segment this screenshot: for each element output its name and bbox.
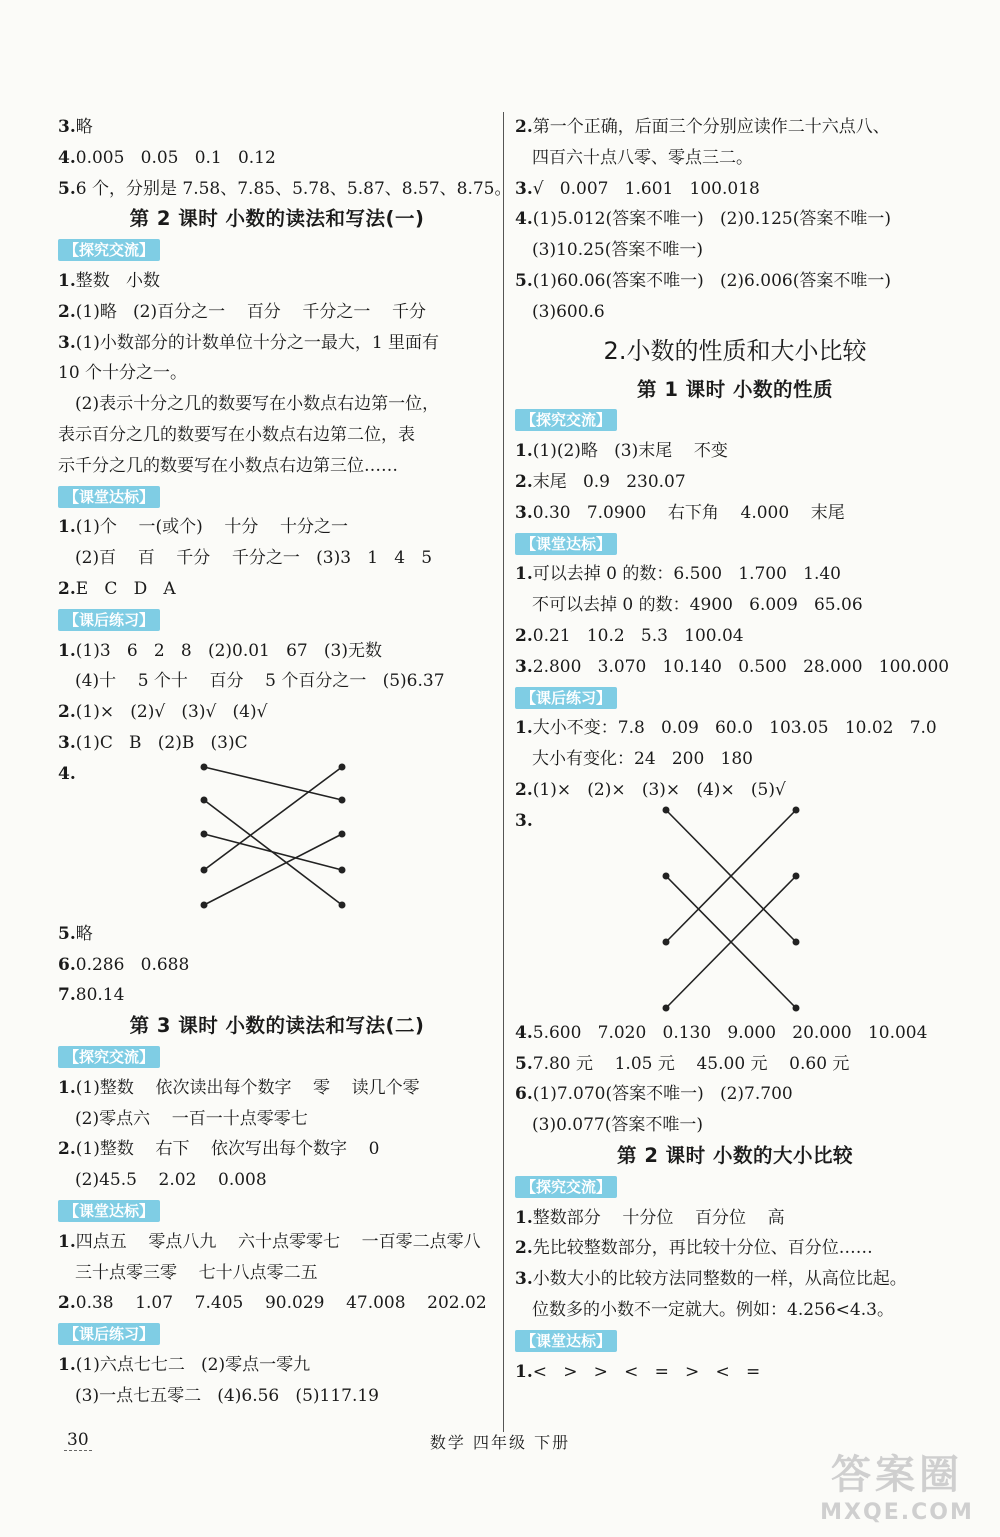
answer-text: 10 个十分之一。	[58, 363, 188, 384]
item-number: 3.	[58, 332, 76, 353]
item-number: 2.	[515, 471, 533, 492]
answer-text: 位数多的小数不一定就大。例如：4.256<4.3。	[532, 1299, 894, 1320]
answer-line	[58, 328, 496, 359]
answers-block	[58, 512, 496, 604]
answer-line	[58, 1381, 496, 1412]
answer-text: 0.21 10.2 5.3 100.04	[532, 625, 744, 646]
match-dot	[663, 1004, 670, 1011]
answer-text: (1)C B (2)B (3)C	[75, 732, 248, 753]
answer-text: 大小有变化：24 200 180	[532, 749, 753, 770]
match-dot	[793, 872, 800, 879]
section-tag-class: 【课堂达标】	[515, 1330, 617, 1352]
answer-line	[58, 1227, 496, 1258]
match-line	[204, 834, 342, 905]
item-number: 6.	[515, 1084, 533, 1105]
match-dot	[201, 763, 208, 770]
item-number: 2.	[515, 117, 533, 137]
answer-line	[515, 744, 955, 775]
answer-text: 末尾 0.9 230.07	[532, 471, 686, 492]
answer-line	[58, 1134, 496, 1165]
answer-line	[515, 174, 955, 205]
item-number: 2.	[58, 301, 76, 322]
answer-line	[58, 728, 496, 759]
answer-text: 整数部分 十分位 百分位 高	[532, 1207, 785, 1228]
answer-text: (2)百 百 千分 千分之一 (3)3 1 4 5	[75, 548, 433, 569]
answers-block	[58, 266, 496, 482]
answer-text: 0.005 0.05 0.1 0.12	[75, 147, 276, 168]
answer-text: 5.600 7.020 0.130 9.000 20.000 10.004	[532, 1022, 928, 1043]
item-number: 5.	[515, 1053, 533, 1074]
answer-line	[515, 1295, 955, 1326]
match-dot	[339, 830, 346, 837]
answer-text: (1)六点七七二 (2)零点一零九	[75, 1354, 311, 1375]
answer-line	[58, 143, 496, 174]
answer-text: (1)5.012(答案不唯一) (2)0.125(答案不唯一)	[532, 209, 891, 230]
answer-line	[515, 266, 955, 297]
answer-line	[58, 1288, 496, 1319]
answer-line	[515, 621, 955, 652]
item-number: 3.	[515, 656, 533, 677]
unit-title: 2.小数的性质和大小比较	[603, 336, 867, 365]
matching-diagram-right	[515, 806, 955, 1018]
item-number: 1.	[58, 270, 76, 291]
match-line	[204, 834, 342, 870]
answer-text: < > > < = > < =	[532, 1361, 761, 1382]
match-dot	[201, 901, 208, 908]
answer-text: 0.286 0.688	[75, 954, 190, 975]
answer-text: (2)零点六 一百一十点零零七	[75, 1108, 308, 1129]
answer-text: (1)3 6 2 8 (2)0.01 67 (3)无数	[75, 640, 383, 661]
match-line	[204, 767, 342, 800]
lesson-title: 第 2 课时 小数的读法和写法(一)	[129, 207, 425, 231]
answers-block	[58, 1350, 496, 1412]
answer-line	[58, 1104, 496, 1135]
answer-text: 0.30 7.0900 右下角 4.000 末尾	[532, 502, 845, 523]
item-number: 2.	[515, 1238, 533, 1259]
answer-line	[58, 358, 496, 389]
answer-text: (1)小数部分的计数单位十分之一最大，1 里面有	[75, 332, 440, 353]
answer-line	[515, 713, 955, 744]
answer-line	[515, 1079, 955, 1110]
matching-diagram-left	[58, 759, 496, 919]
match-dot	[339, 763, 346, 770]
page-number: 30	[64, 1430, 92, 1451]
answers-block	[515, 436, 955, 528]
answer-line	[58, 112, 496, 143]
answer-line	[58, 1165, 496, 1196]
answer-line	[58, 512, 496, 543]
answer-line	[58, 636, 496, 667]
answer-line	[515, 1264, 955, 1295]
item-number: 1.	[58, 1077, 76, 1098]
matching-lines-svg	[58, 759, 496, 919]
answer-text: 三十点零三零 七十八点零二五	[75, 1262, 318, 1283]
answer-line	[515, 467, 955, 498]
answer-line	[515, 775, 955, 806]
answer-text: (1)个 一(或个) 十分 十分之一	[75, 517, 348, 538]
item-number: 3.	[515, 502, 533, 523]
answers-block	[58, 112, 512, 204]
answer-text: 四百六十点八零、零点三二。	[532, 147, 753, 168]
answer-text: (3)600.6	[532, 301, 605, 322]
match-dot	[663, 938, 670, 945]
answer-text: (1)7.070(答案不唯一) (2)7.700	[532, 1084, 793, 1105]
item-number: 4.	[515, 209, 533, 230]
answer-line	[58, 297, 496, 328]
section-tag-explore: 【探究交流】	[58, 239, 160, 261]
answer-line	[515, 204, 955, 235]
match-dot	[339, 866, 346, 873]
answer-text: (1)整数 右下 依次写出每个数字 0	[75, 1139, 380, 1160]
answer-line	[515, 1357, 955, 1388]
answer-text: (1)× (2)× (3)× (4)× (5)√	[532, 779, 786, 800]
section-tag-explore: 【探究交流】	[515, 1176, 617, 1198]
item-number: 2.	[58, 702, 76, 723]
item-number: 7.	[58, 985, 76, 1006]
answers-block	[515, 1203, 955, 1326]
item-number: 1.	[58, 517, 76, 538]
answer-line	[58, 1350, 496, 1381]
answers-block	[58, 636, 496, 759]
answer-text: (2)45.5 2.02 0.008	[75, 1170, 267, 1191]
answer-line	[515, 559, 955, 590]
answer-text: 略	[75, 923, 93, 944]
page-footer: 数学 四年级 下册	[429, 1433, 571, 1452]
item-number: 1.	[515, 441, 533, 462]
answer-text: 可以去掉 0 的数：6.500 1.700 1.40	[532, 564, 841, 585]
answer-text: 四点五 零点八九 六十点零零七 一百零二点零八	[75, 1231, 481, 1252]
answer-text: 第一个正确，后面三个分别应读作二十六点八、	[532, 117, 890, 137]
answers-block	[58, 1227, 496, 1319]
section-tag-class: 【课堂达标】	[58, 486, 160, 508]
answer-text: (1)60.06(答案不唯一) (2)6.006(答案不唯一)	[532, 270, 891, 291]
answer-line	[58, 919, 496, 950]
item-number: 2.	[515, 625, 533, 646]
answer-line	[515, 1233, 955, 1264]
answers-block	[515, 1018, 955, 1141]
answer-line	[515, 436, 955, 467]
item-number: 2.	[58, 578, 76, 599]
answer-text: √ 0.007 1.601 100.018	[532, 178, 760, 199]
item-number: 1.	[515, 1207, 533, 1228]
match-dot	[793, 806, 800, 813]
section-tag-after: 【课后练习】	[515, 687, 617, 709]
answer-text: 小数大小的比较方法同整数的一样，从高位比起。	[532, 1269, 907, 1290]
answer-line	[515, 112, 955, 143]
item-number: 4.	[58, 763, 76, 784]
match-line	[204, 767, 342, 870]
answer-line	[515, 297, 955, 328]
section-tag-class: 【课堂达标】	[58, 1200, 160, 1222]
answer-text: (2)表示十分之几的数要写在小数点右边第一位，	[75, 394, 440, 415]
answer-line	[58, 266, 496, 297]
answer-line	[515, 652, 955, 683]
answer-text: 大小不变：7.8 0.09 60.0 103.05 10.02 7.0	[532, 718, 937, 739]
lesson-title: 第 1 课时 小数的性质	[637, 377, 833, 401]
answer-text: 6 个，分别是 7.58、7.85、5.78、5.87、8.57、8.75。	[75, 178, 512, 199]
answer-line	[515, 235, 955, 266]
watermark-url: MXQE.COM	[820, 1500, 974, 1525]
answer-text: 示千分之几的数要写在小数点右边第三位……	[58, 455, 398, 476]
item-number: 1.	[58, 640, 76, 661]
item-number: 5.	[58, 178, 76, 199]
item-number: 2.	[515, 779, 533, 800]
answer-text: (1)(2)略 (3)末尾 不变	[532, 441, 728, 462]
answer-text: (1)略 (2)百分之一 百分 千分之一 千分	[75, 301, 426, 322]
lesson-title: 第 3 课时 小数的读法和写法(二)	[129, 1014, 425, 1038]
answer-text: (3)一点七五零二 (4)6.56 (5)117.19	[75, 1385, 379, 1406]
match-dot	[663, 872, 670, 879]
item-number: 5.	[58, 923, 76, 944]
answer-line	[515, 590, 955, 621]
answer-line	[515, 498, 955, 529]
item-number: 3.	[58, 732, 76, 753]
answers-block	[515, 713, 955, 805]
item-number: 1.	[515, 564, 533, 585]
answer-line	[58, 980, 496, 1011]
left-column	[58, 112, 512, 1411]
match-dot	[793, 938, 800, 945]
section-tag-class: 【课堂达标】	[515, 533, 617, 555]
item-number: 1.	[58, 1354, 76, 1375]
answer-text: 略	[75, 117, 93, 137]
answers-block	[58, 1073, 496, 1196]
answer-text: (3)0.077(答案不唯一)	[532, 1115, 704, 1136]
answer-text: 整数 小数	[75, 270, 160, 291]
match-dot	[663, 806, 670, 813]
answers-block	[515, 112, 955, 328]
item-number: 3.	[515, 1269, 533, 1290]
answer-text: 0.38 1.07 7.405 90.029 47.008 202.02	[75, 1293, 487, 1314]
match-dot	[339, 901, 346, 908]
answer-line	[58, 950, 496, 981]
answer-line	[58, 697, 496, 728]
match-dot	[201, 796, 208, 803]
item-number: 1.	[515, 718, 533, 739]
item-number: 2.	[58, 1139, 76, 1160]
answers-block	[58, 919, 496, 1011]
right-column	[515, 112, 955, 1387]
answer-text: 不可以去掉 0 的数：4900 6.009 65.06	[532, 595, 863, 616]
answers-block	[515, 1357, 955, 1388]
answer-text: (3)10.25(答案不唯一)	[532, 240, 704, 261]
answer-text: (1)× (2)√ (3)√ (4)√	[75, 702, 268, 723]
answer-line	[58, 174, 512, 205]
match-dot	[201, 830, 208, 837]
answer-line	[58, 1258, 496, 1289]
answer-line	[58, 543, 496, 574]
match-dot	[201, 866, 208, 873]
match-dot	[339, 796, 346, 803]
section-tag-after: 【课后练习】	[58, 609, 160, 631]
answer-text: E C D A	[75, 578, 176, 599]
item-number: 3.	[58, 117, 76, 137]
lesson-title: 第 2 课时 小数的大小比较	[617, 1143, 853, 1167]
item-number: 3.	[515, 178, 533, 199]
answer-line	[58, 666, 496, 697]
answer-text: 先比较整数部分，再比较十分位、百分位……	[532, 1238, 873, 1259]
item-number: 1.	[515, 1361, 533, 1382]
section-tag-explore: 【探究交流】	[58, 1046, 160, 1068]
answer-text: 7.80 元 1.05 元 45.00 元 0.60 元	[532, 1053, 850, 1074]
answer-line	[515, 143, 955, 174]
item-number: 3.	[515, 810, 533, 831]
item-number: 5.	[515, 270, 533, 291]
matching-lines-svg	[515, 806, 955, 1018]
item-number: 6.	[58, 954, 76, 975]
answer-line	[515, 1203, 955, 1234]
item-number: 1.	[58, 1231, 76, 1252]
item-number: 4.	[515, 1022, 533, 1043]
answers-block	[515, 559, 955, 682]
section-tag-after: 【课后练习】	[58, 1323, 160, 1345]
answer-text: 80.14	[75, 985, 125, 1006]
answer-line	[58, 451, 496, 482]
column-divider	[503, 112, 504, 1432]
match-dot	[793, 1004, 800, 1011]
item-number: 2.	[58, 1293, 76, 1314]
answer-line	[515, 1018, 955, 1049]
answer-text: 表示百分之几的数要写在小数点右边第二位，表	[58, 424, 415, 445]
answer-text: (1)整数 依次读出每个数字 零 读几个零	[75, 1077, 420, 1098]
item-number: 4.	[58, 147, 76, 168]
answer-line	[58, 574, 496, 605]
watermark-text: 答案圈	[831, 1452, 963, 1498]
answer-text: (4)十 5 个十 百分 5 个百分之一 (5)6.37	[75, 671, 445, 692]
answer-line	[515, 1110, 955, 1141]
answer-line	[58, 420, 496, 451]
watermark-logo	[812, 1450, 982, 1530]
answer-line	[515, 1049, 955, 1080]
section-tag-explore: 【探究交流】	[515, 409, 617, 431]
answer-text: 2.800 3.070 10.140 0.500 28.000 100.000	[532, 656, 950, 677]
answer-line	[58, 1073, 496, 1104]
answer-line	[58, 389, 496, 420]
